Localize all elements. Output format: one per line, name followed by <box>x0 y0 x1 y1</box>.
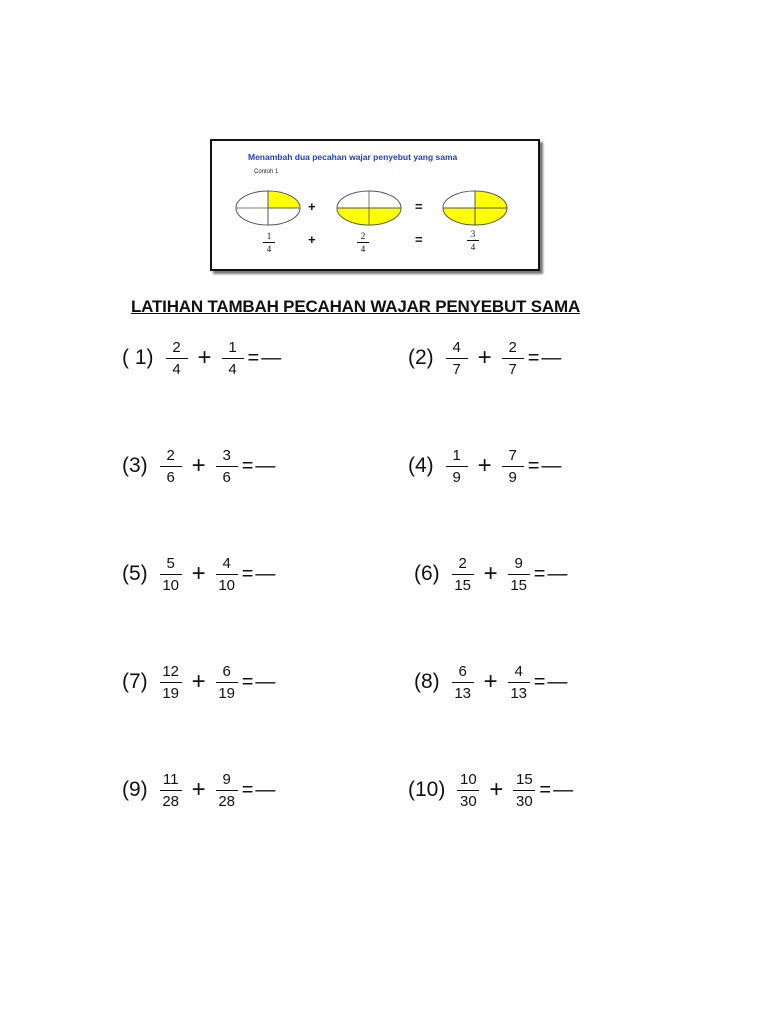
numerator: 2 <box>166 446 175 464</box>
numerator: 3 <box>470 229 476 239</box>
numerator: 4 <box>514 662 523 680</box>
answer-blank[interactable]: — <box>541 346 562 369</box>
problem-number: (9) <box>122 778 148 801</box>
fraction-b <box>216 771 238 810</box>
equals-symbol: = <box>241 562 254 585</box>
denominator: 28 <box>162 792 180 810</box>
fraction-b <box>513 771 535 810</box>
plus-symbol: + <box>477 452 492 479</box>
example-plus-symbol: + <box>308 199 316 214</box>
fraction-b <box>508 555 530 594</box>
denominator: 6 <box>222 468 231 486</box>
numerator: 9 <box>222 770 231 788</box>
denominator: 4 <box>470 242 476 252</box>
problem-number: (4) <box>408 454 434 477</box>
fraction-a <box>457 771 479 810</box>
denominator: 19 <box>218 684 236 702</box>
fraction-b <box>216 663 238 702</box>
example-fraction-2 <box>355 231 371 254</box>
numerator: 5 <box>166 554 175 572</box>
denominator: 4 <box>360 244 366 254</box>
denominator: 9 <box>508 468 517 486</box>
problem-number: (5) <box>122 562 148 585</box>
answer-blank[interactable]: — <box>255 670 276 693</box>
numerator: 12 <box>162 662 180 680</box>
problem-5 <box>122 544 275 604</box>
fraction-a <box>160 771 182 810</box>
answer-blank[interactable]: — <box>255 562 276 585</box>
numerator: 4 <box>222 554 231 572</box>
denominator: 30 <box>460 792 477 810</box>
example-equals-symbol-2: = <box>415 232 423 247</box>
denominator: 10 <box>162 576 180 594</box>
numerator: 11 <box>162 770 179 788</box>
denominator: 19 <box>162 684 180 702</box>
numerator: 9 <box>514 554 523 572</box>
plus-symbol: + <box>483 560 498 587</box>
problem-number: (3) <box>122 454 148 477</box>
fraction-a <box>166 339 188 378</box>
problem-1 <box>122 328 281 388</box>
denominator: 15 <box>510 576 528 594</box>
problem-6 <box>414 544 567 604</box>
equals-symbol: = <box>247 346 260 369</box>
denominator: 13 <box>454 684 472 702</box>
numerator: 2 <box>458 554 467 572</box>
denominator: 13 <box>510 684 528 702</box>
denominator: 7 <box>508 360 517 378</box>
problem-number: (7) <box>122 670 148 693</box>
denominator: 4 <box>228 360 237 378</box>
equals-symbol: = <box>241 778 254 801</box>
example-fraction-1 <box>261 231 277 254</box>
equals-symbol: = <box>539 778 552 801</box>
problem-number: (10) <box>408 778 446 801</box>
example-title: Menambah dua pecahan wajar penyebut yang sama <box>248 152 458 162</box>
plus-symbol: + <box>191 560 206 587</box>
numerator: 6 <box>222 662 231 680</box>
numerator: 15 <box>516 770 533 788</box>
equals-symbol: = <box>241 670 254 693</box>
numerator: 1 <box>228 338 237 356</box>
problem-2 <box>408 328 561 388</box>
numerator: 4 <box>452 338 461 356</box>
equals-symbol: = <box>527 346 540 369</box>
answer-blank[interactable]: — <box>547 562 568 585</box>
example-label: Contoh 1 <box>254 169 279 175</box>
example-fraction-3 <box>465 229 481 252</box>
fraction-b <box>502 339 524 378</box>
fraction-a <box>452 555 474 594</box>
denominator: 4 <box>172 360 181 378</box>
answer-blank[interactable]: — <box>547 670 568 693</box>
numerator: 2 <box>360 231 366 241</box>
fraction-circle-2 <box>337 191 401 225</box>
denominator: 30 <box>516 792 533 810</box>
page-heading: LATIHAN TAMBAH PECAHAN WAJAR PENYEBUT SAMA <box>131 297 581 316</box>
numerator: 7 <box>508 446 517 464</box>
problem-3 <box>122 436 275 496</box>
answer-blank[interactable]: — <box>541 454 562 477</box>
denominator: 7 <box>452 360 461 378</box>
plus-symbol: + <box>197 344 212 371</box>
fraction-b <box>216 447 238 486</box>
plus-symbol: + <box>477 344 492 371</box>
plus-symbol: + <box>191 452 206 479</box>
problem-9 <box>122 760 275 820</box>
example-box <box>210 139 540 271</box>
answer-blank[interactable]: — <box>255 454 276 477</box>
denominator: 15 <box>454 576 472 594</box>
numerator: 10 <box>460 770 477 788</box>
denominator: 9 <box>452 468 461 486</box>
problem-number: (2) <box>408 346 434 369</box>
problem-8 <box>414 652 567 712</box>
fraction-a <box>160 663 182 702</box>
plus-symbol: + <box>191 776 206 803</box>
answer-blank[interactable]: — <box>255 778 276 801</box>
fraction-b <box>502 447 524 486</box>
numerator: 2 <box>172 338 181 356</box>
answer-blank[interactable]: — <box>553 778 574 801</box>
plus-symbol: + <box>191 668 206 695</box>
problem-7 <box>122 652 275 712</box>
problem-number: (8) <box>414 670 440 693</box>
fraction-b <box>222 339 244 378</box>
equals-symbol: = <box>533 670 546 693</box>
numerator: 2 <box>508 338 517 356</box>
equals-symbol: = <box>527 454 540 477</box>
problem-number: ( 1) <box>122 346 154 369</box>
example-equals-symbol: = <box>415 199 423 214</box>
fraction-circle-1 <box>236 191 300 225</box>
example-plus-symbol-2: + <box>308 232 316 247</box>
fraction-a <box>160 555 182 594</box>
answer-blank[interactable]: — <box>261 346 282 369</box>
equals-symbol: = <box>533 562 546 585</box>
fraction-b <box>216 555 238 594</box>
fraction-b <box>508 663 530 702</box>
problem-number: (6) <box>414 562 440 585</box>
denominator: 4 <box>266 244 272 254</box>
numerator: 1 <box>452 446 461 464</box>
denominator: 6 <box>166 468 175 486</box>
plus-symbol: + <box>489 776 504 803</box>
equals-symbol: = <box>241 454 254 477</box>
numerator: 1 <box>266 231 272 241</box>
fraction-a <box>452 663 474 702</box>
problem-10 <box>408 760 573 820</box>
denominator: 28 <box>218 792 236 810</box>
fraction-circle-3 <box>443 191 507 225</box>
fraction-a <box>446 447 468 486</box>
fraction-a <box>160 447 182 486</box>
numerator: 6 <box>458 662 467 680</box>
fraction-a <box>446 339 468 378</box>
denominator: 10 <box>218 576 236 594</box>
plus-symbol: + <box>483 668 498 695</box>
numerator: 3 <box>222 446 231 464</box>
problem-4 <box>408 436 561 496</box>
